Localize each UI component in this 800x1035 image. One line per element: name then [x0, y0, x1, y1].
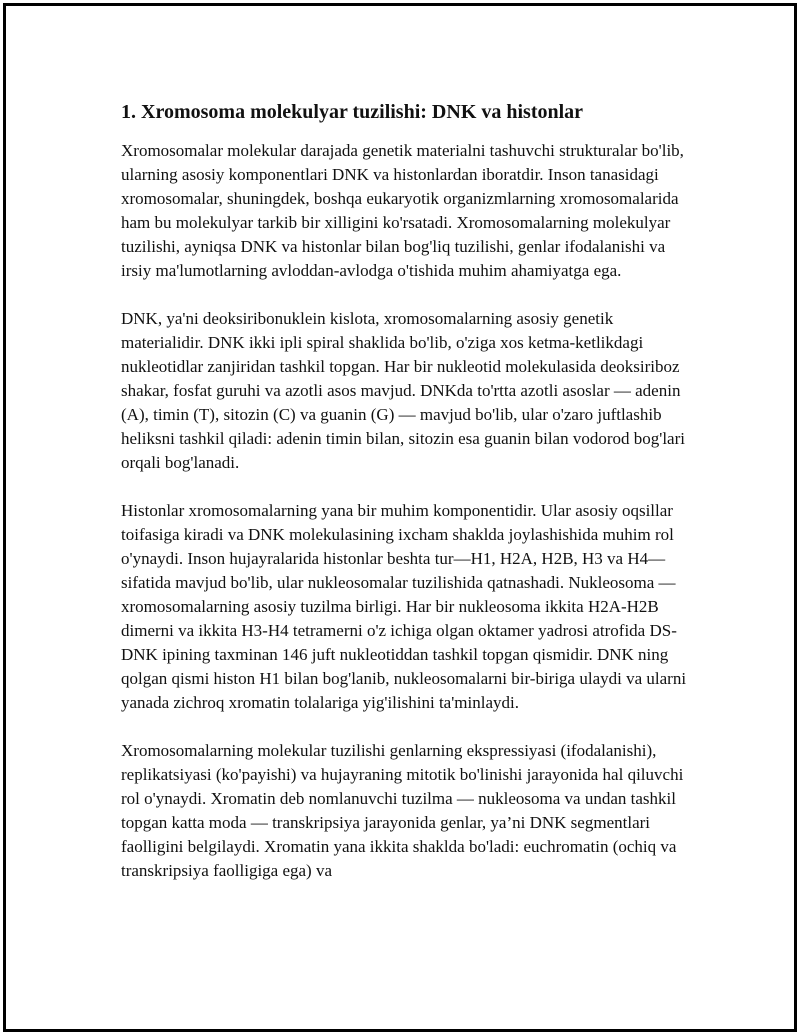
- page-frame: [3, 3, 797, 1032]
- document-body: [121, 98, 696, 907]
- paragraph-dna: DNK, ya'ni deoksiribonuklein kislota, xromosomalarning asosiy genetik materialidir. DNK ikki ipli spiral shaklida bo'lib, o'ziga xos ketma-ketlikdagi nukleotidlar zanjiridan tashkil topgan. Har bir nukleotid molekulasida deoksiriboz shakar, fosfat guruhi va azotli asos mavjud. DNKda to'rtta azotli asoslar — adenin (A), timin (T), sitozin (C) va guanin (G) — mavjud bo'lib, ular o'zaro juftlashib heliksni tashkil qiladi: adenin timin bilan, sitozin esa guanin bilan vodorod bog'lari orqali bog'lanadi.: [121, 309, 685, 472]
- section-heading: 1. Xromosoma molekulyar tuzilishi: DNK va histonlar: [121, 101, 584, 123]
- paragraph-intro: Xromosomalar molekular darajada genetik materialni tashuvchi strukturalar bo'lib, ularning asosiy komponentlari DNK va histonlardan iboratdir. Inson tanasidagi xromosomalar, shuningdek, boshqa eukaryotik organizmlarning xromosomalarida ham bu molekulyar tarkib bir xilligini ko'rsatadi. Xromosomalarning molekulyar tuzilishi, ayniqsa DNK va histonlar bilan bog'liq tuzilishi, genlar ifodalanishi va irsiy ma'lumotlarning avloddan-avlodga o'tishida muhim ahamiyatga ega.: [121, 141, 684, 280]
- paragraph-histones: Histonlar xromosomalarning yana bir muhim komponentidir. Ular asosiy oqsillar toifasiga kiradi va DNK molekulasining ixcham shaklda joylashishida muhim rol o'ynaydi. Inson hujayralarida histonlar beshta tur—H1, H2A, H2B, H3 va H4—sifatida mavjud bo'lib, ular nukleosomalar tuzilishida qatnashadi. Nukleosoma — xromosomalarning asosiy tuzilma birligi. Har bir nukleosoma ikkita H2A-H2B dimerni va ikkita H3-H4 tetramerni o'z ichiga olgan oktamer yadrosi atrofida DS-DNK ipining taxminan 146 juft nukleotiddan tashkil topgan qismidir. DNK ning qolgan qismi histon H1 bilan bog'lanib, nukleosomalarni bir-biriga ulaydi va ularni yanada zichroq xromatin tolalariga yig'ilishini ta'minlaydi.: [121, 501, 687, 712]
- paragraph-chromatin: Xromosomalarning molekular tuzilishi genlarning ekspressiyasi (ifodalanishi), replikatsiyasi (ko'payishi) va hujayraning mitotik bo'linishi jarayonida hal qiluvchi rol o'ynaydi. Xromatin deb nomlanuvchi tuzilma — nukleosoma va undan tashkil topgan katta moda — transkripsiya jarayonida genlar, ya’ni DNK segmentlari faolligini belgilaydi. Xromatin yana ikkita shaklda bo'ladi: euchromatin (ochiq va transkripsiya faolligiga ega) va: [121, 741, 684, 880]
